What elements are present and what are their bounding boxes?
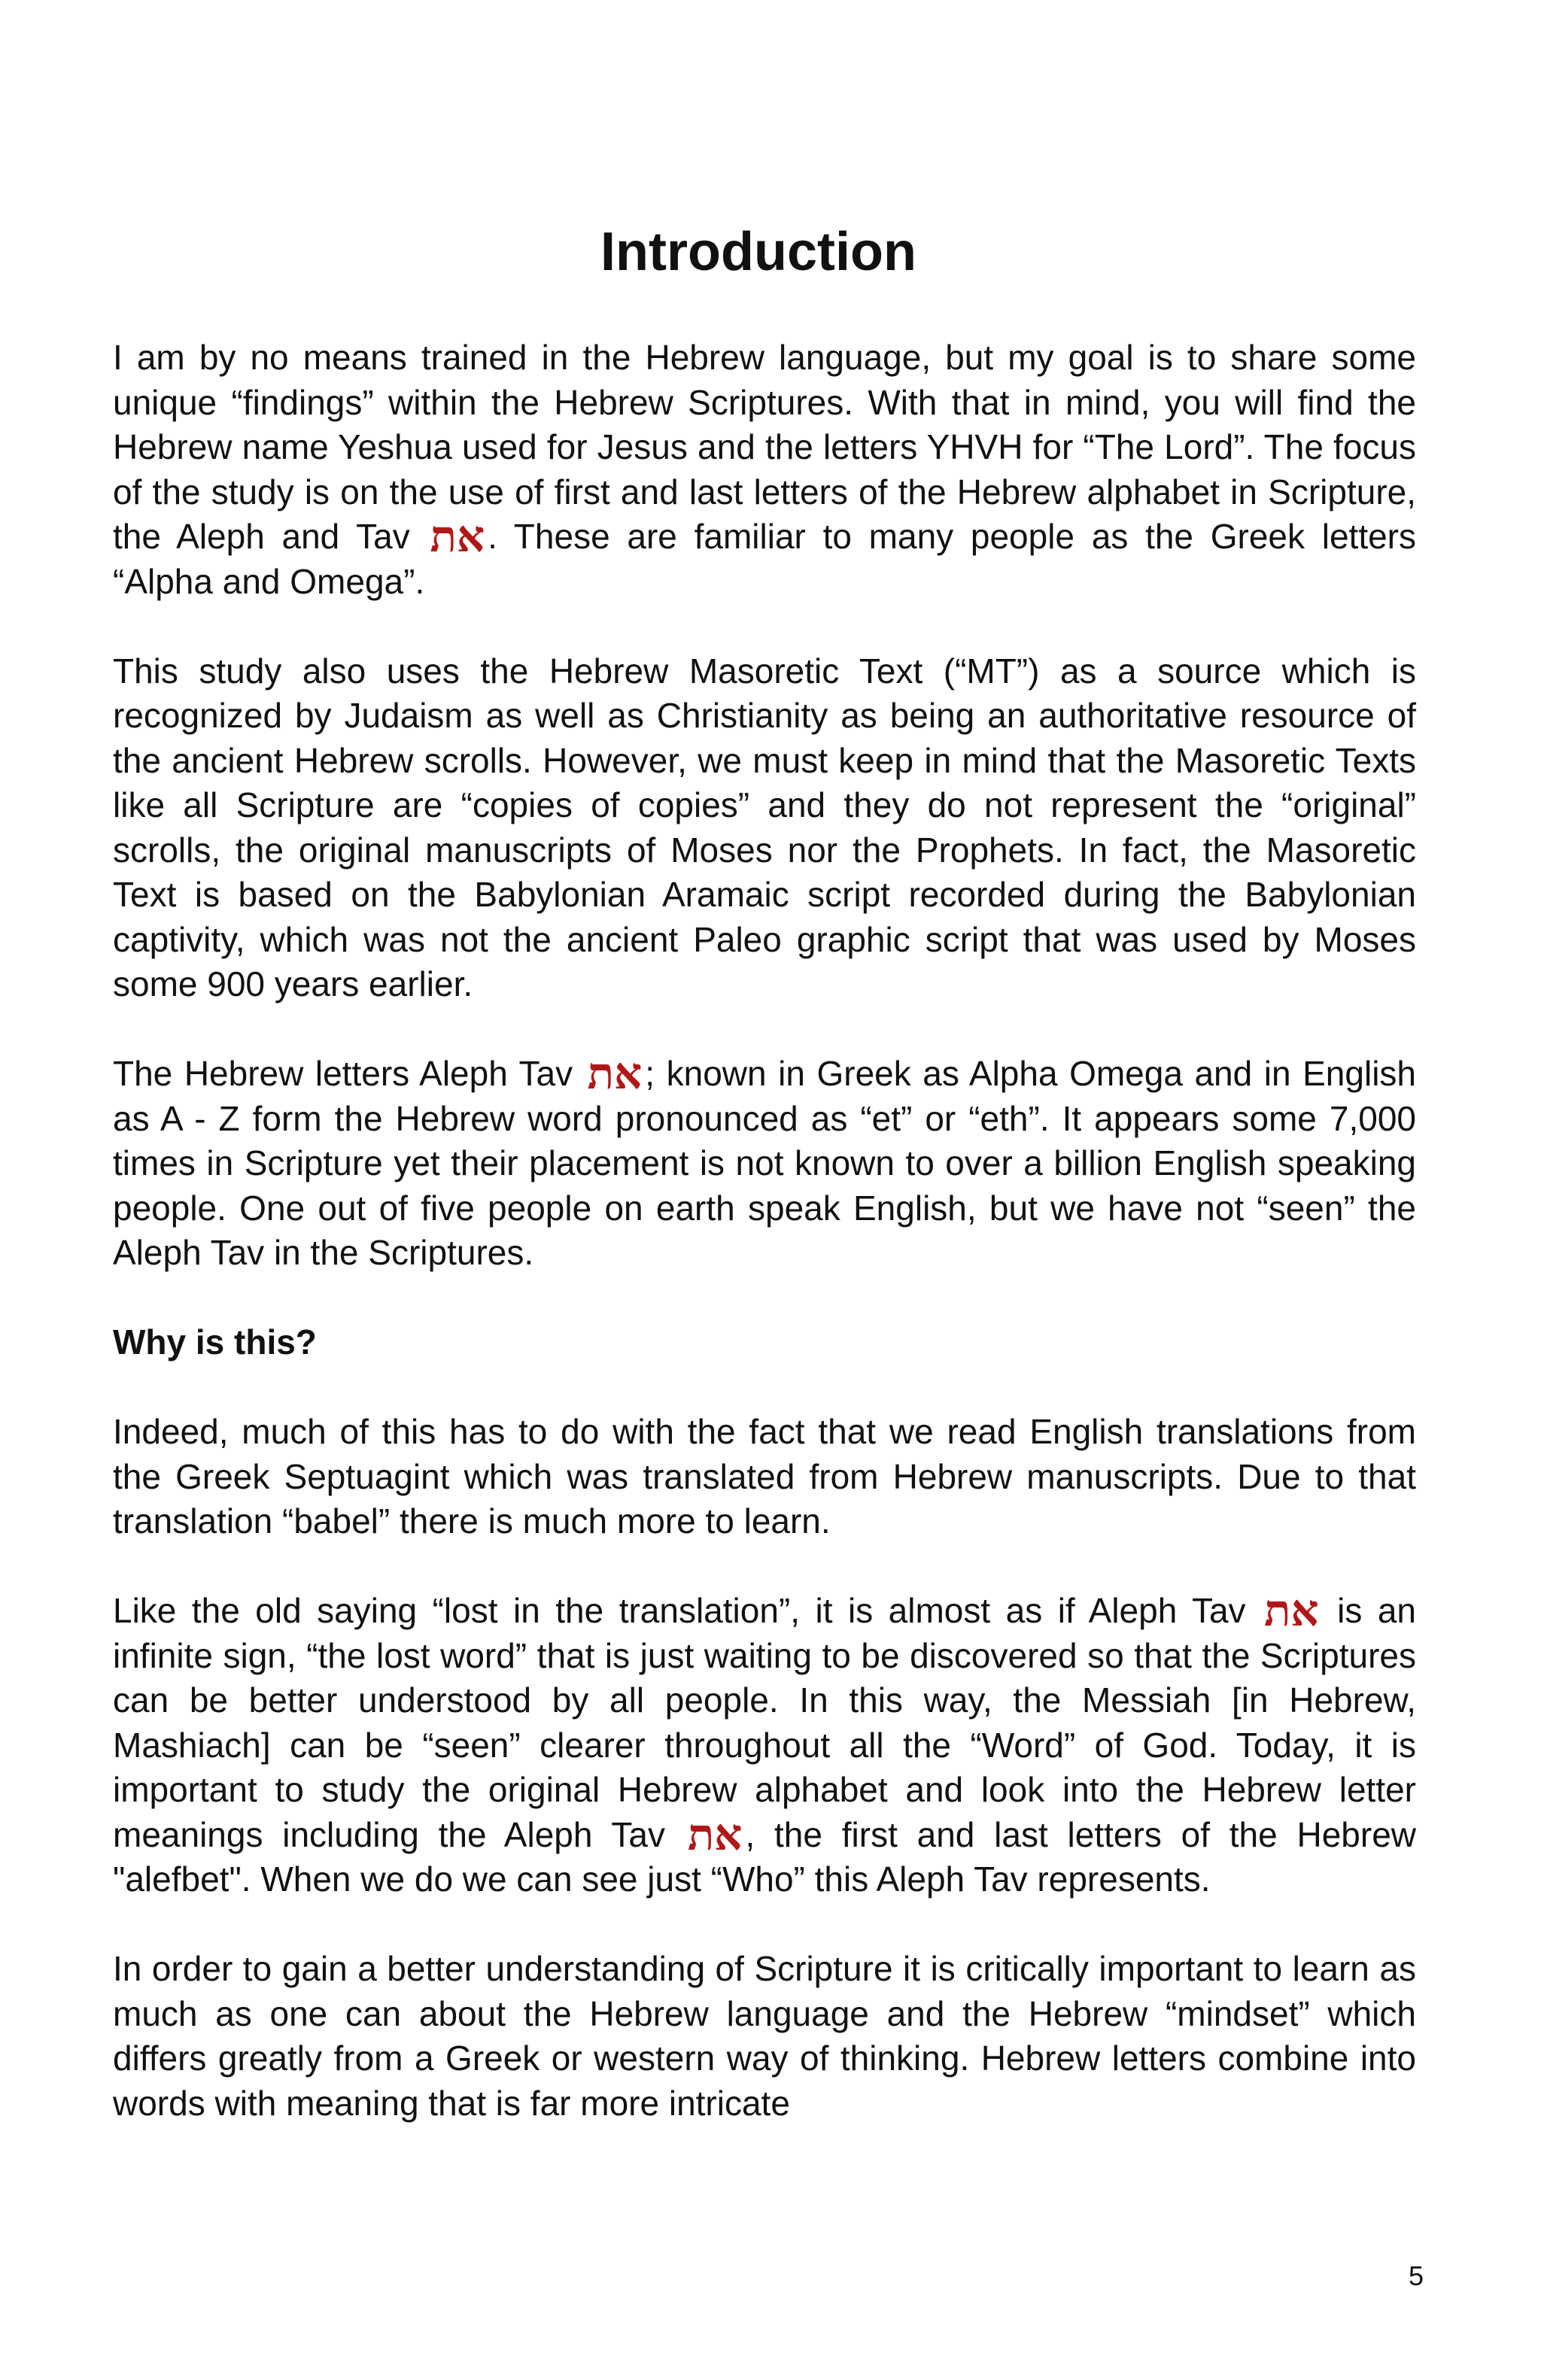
paragraph-aleph-tav-text-end: ; known in Greek as Alpha Omega and in English as A - Z form the Hebrew word pronounced as “et” or “eth”. It appears some 7,000 times in Scripture yet their placement is not known to over a billion English speaking people. One out of five people on earth speak English, but we have not “seen” the Aleph Tav in the Scriptures. [113,1054,1416,1272]
paragraph-aleph-tav [113,1048,1416,1276]
paragraph-lost-word-text-middle: is an infinite sign, “the lost word” that is just waiting to be discovered so that the Scriptures can be better understood by all people. In this way, the Messiah [in Hebrew, Mashiach] can be “seen” clearer throughout all the “Word” of God. Today, it is important to study the original Hebrew alphabet and look into the Hebrew letter meanings including the Aleph Tav [113,1591,1417,1854]
paragraph-intro-text: I am by no means trained in the Hebrew language, but my goal is to share some unique “findings” within the Hebrew Scriptures. With that in mind, you will find the Hebrew name Yeshua used for Jesus and the letters YHVH for “The Lord”. The focus of the study is on the use of first and last letters of the Hebrew alphabet in Scripture, the Aleph and Tav [113,338,1416,556]
page-title: Introduction [600,222,916,282]
aleph-tav-symbol: את [587,1048,643,1099]
aleph-tav-symbol: את [687,1808,743,1860]
paragraph-lost-word-text-end: , the first and last letters of the Hebrew "alefbet". When we do we can see just “Who” this Aleph Tav represents. [113,1814,1417,1899]
aleph-tav-symbol: את [1264,1585,1319,1636]
paragraph-hebrew-mindset: In order to gain a better understanding of Scripture it is critically important to learn as much as one can about the Hebrew language and the Hebrew “mindset” which differs greatly from a Greek or western way of thinking. Hebrew letters combine into words with meaning that is far more intricate [113,1949,1416,2123]
paragraph-lost-word [113,1585,1417,1902]
subheading: Why is this? [113,1322,317,1362]
paragraph-masoretic: This study also uses the Hebrew Masoretic Text (“MT”) as a source which is recognized by Judaism as well as Christianity as being an authoritative resource of the ancient Hebrew scrolls. However, we must keep in mind that the Masoretic Texts like all Scripture are “copies of copies” and they do not represent the “original” scrolls, the original manuscripts of Moses nor the Prophets. In fact, the Masoretic Text is based on the Babylonian Aramaic script recorded during the Babylonian captivity, which was not the ancient Paleo graphic script that was used by Moses some 900 years earlier. [113,651,1416,1003]
paragraph-intro [113,335,1416,604]
paragraph-intro-text-end: . These are familiar to many people as the Greek letters “Alpha and Omega”. [113,517,1417,601]
paragraph-translations: Indeed, much of this has to do with the fact that we read English translations from the Greek Septuagint which was translated from Hebrew manuscripts. Due to that translation “babel” there is much more to learn. [113,1412,1416,1541]
paragraph-aleph-tav-text: The Hebrew letters Aleph Tav [113,1054,573,1093]
body-text [113,335,1416,2126]
page-number: 5 [1408,2260,1424,2291]
aleph-tav-symbol: את [430,511,485,562]
paragraph-lost-word-text: Like the old saying “lost in the translation”, it is almost as if Aleph Tav [113,1591,1246,1630]
